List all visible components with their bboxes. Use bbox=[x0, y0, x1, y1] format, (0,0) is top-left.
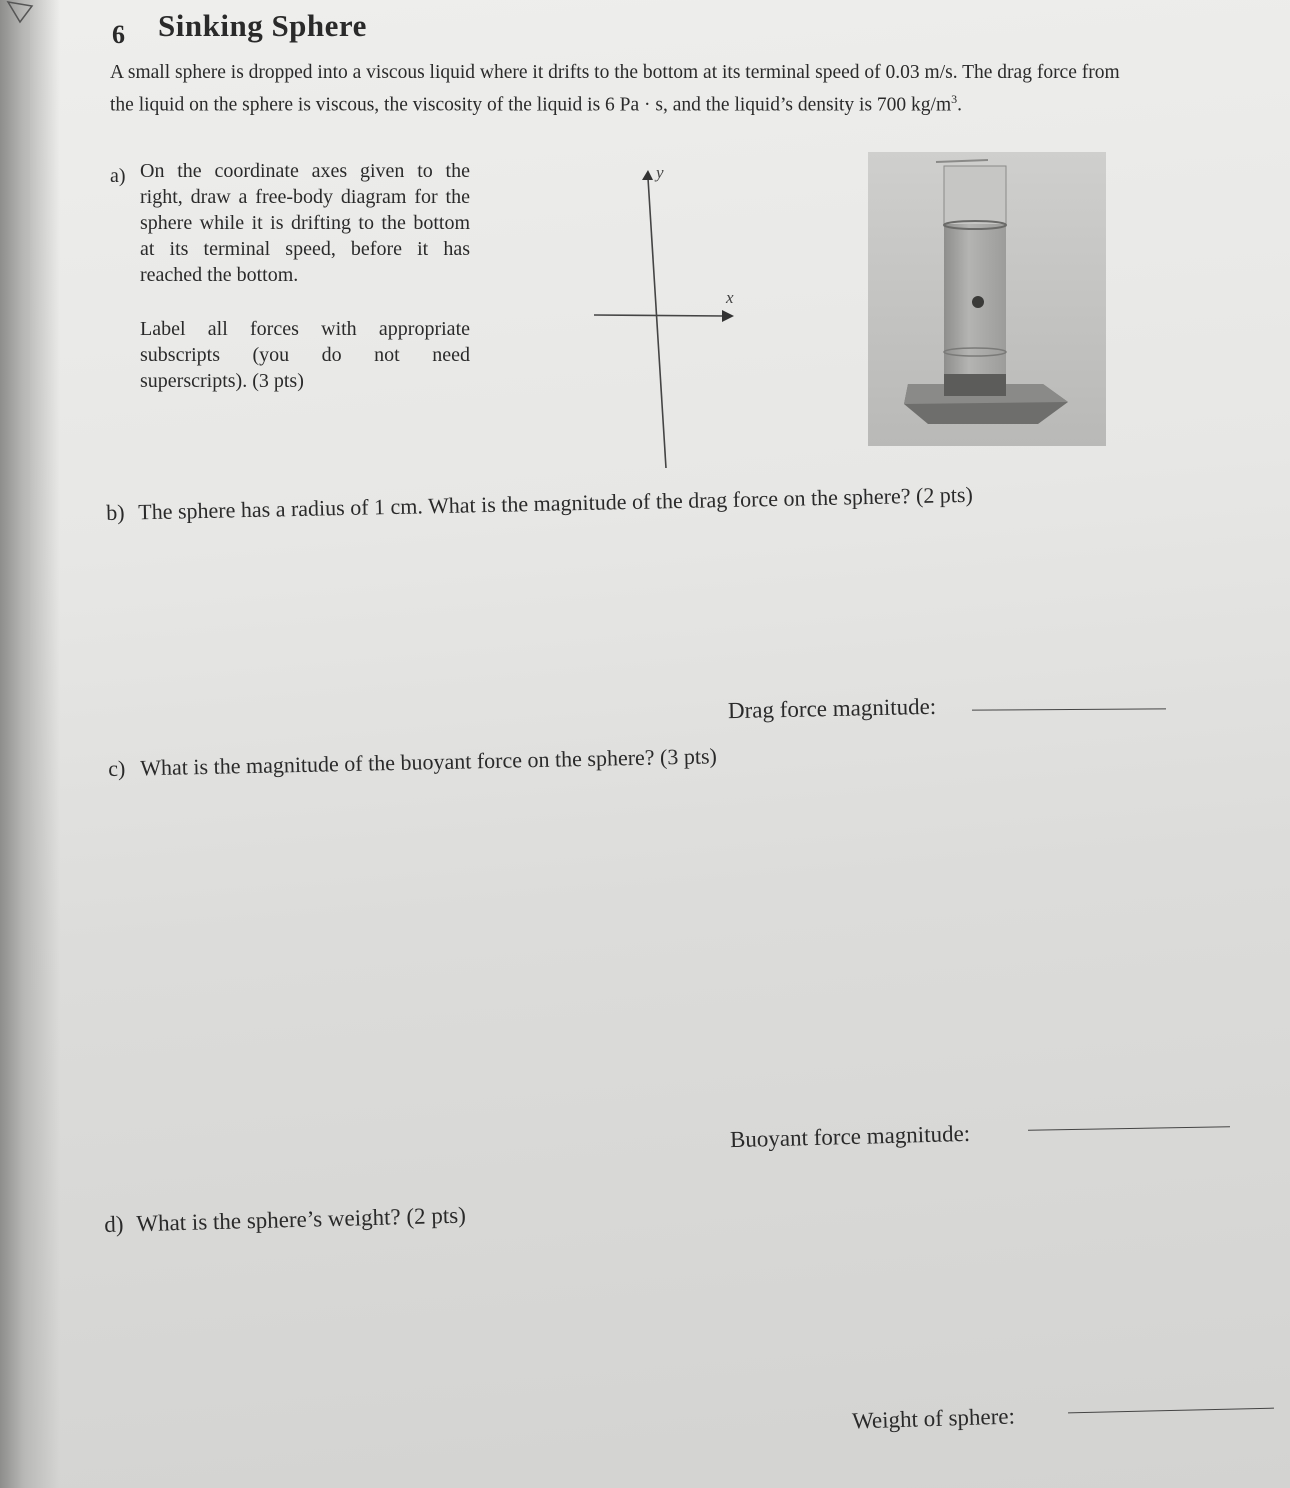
part-a-labeling-note: Label all forces with appropriate subscripts (you do not need superscripts). (3 pts) bbox=[140, 318, 470, 392]
staple-mark bbox=[6, 0, 36, 30]
y-axis-label: y bbox=[656, 163, 664, 182]
part-a-instructions: On the coordinate axes given to the right, draw a free-body diagram for the sphere while it is drifting to the bottom at its terminal speed, before it has reached the bottom. bbox=[140, 160, 470, 286]
x-axis-label: x bbox=[726, 288, 734, 307]
weight-answer-label: Weight of sphere: bbox=[851, 1403, 1016, 1434]
x-axis-arrow-icon bbox=[722, 310, 734, 322]
part-b-label: b) bbox=[106, 499, 125, 525]
page-shadow bbox=[0, 0, 60, 1488]
intro-text-end: . bbox=[957, 94, 963, 116]
intro-exponent: 3 bbox=[951, 92, 958, 106]
part-c-label: c) bbox=[108, 755, 126, 781]
x-axis-line bbox=[594, 315, 725, 316]
problem-title: Sinking Sphere bbox=[158, 8, 367, 43]
problem-intro bbox=[110, 60, 1120, 119]
problem-number: 6 bbox=[112, 20, 125, 49]
part-a-text bbox=[140, 158, 470, 422]
graduated-cylinder-photo bbox=[868, 152, 1106, 446]
drag-answer-label: Drag force magnitude: bbox=[727, 693, 937, 724]
part-a-label: a) bbox=[110, 165, 126, 187]
coordinate-axes[interactable] bbox=[590, 158, 760, 473]
part-d-label: d) bbox=[104, 1211, 124, 1237]
intro-text: A small sphere is dropped into a viscous liquid where it drifts to the bottom at its terminal speed of 0.03 m/s. The drag force from the liquid on the sphere is viscous, the viscosity of the liquid is 6 Pa · s, and the liquid’s density is 700 kg/m bbox=[110, 62, 1120, 116]
y-axis-arrow-icon bbox=[642, 170, 653, 180]
part-b-text: The sphere has a radius of 1 cm. What is the magnitude of the drag force on the sphere? (2 pts) bbox=[137, 481, 974, 525]
part-c-text: What is the magnitude of the buoyant force on the sphere? (3 pts) bbox=[139, 743, 718, 781]
buoyant-answer-label: Buoyant force magnitude: bbox=[729, 1120, 971, 1153]
part-d-text: What is the sphere’s weight? (2 pts) bbox=[135, 1202, 467, 1237]
y-axis-line bbox=[648, 178, 666, 468]
